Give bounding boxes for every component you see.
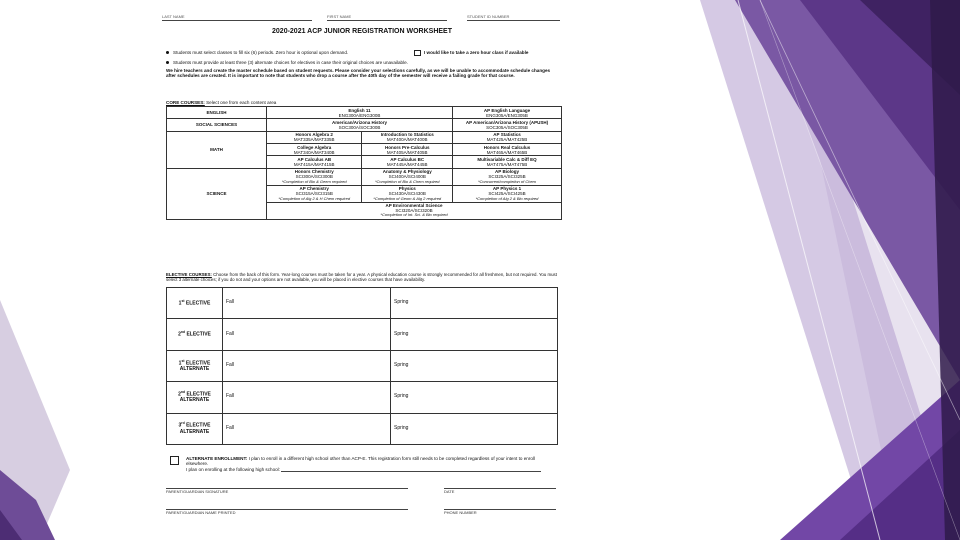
course-cell[interactable] (267, 156, 362, 168)
course-cell[interactable] (453, 107, 562, 119)
zero-hour-checkbox[interactable] (414, 50, 421, 56)
table-row (167, 350, 558, 381)
course-code: SCI300A/SCI300B (295, 174, 333, 180)
course-cell[interactable] (362, 156, 453, 168)
table-row (167, 319, 558, 350)
course-cell[interactable] (362, 185, 453, 202)
course-name: Multivariable Calc & Diff EQ (477, 156, 537, 162)
bullet-text: Students must select classes to fill six (6) periods. Zero hour is optional upon demand. (173, 50, 349, 55)
registration-worksheet (162, 10, 562, 538)
course-code: SCI325A/SCI325B (488, 174, 526, 180)
course-name: AP English Language (483, 107, 531, 113)
course-code: SCI320A/SCI320B (395, 208, 433, 214)
elective-courses-instruction: Choose from the back of this form. Year-long courses must be taken for a year. A physical education course is strongly recommended for all freshmen, but not required. You must select 3 alternate choices; if you do not and your options are not available, you will be placed in elective courses that have availability. (166, 272, 557, 283)
worksheet-title: 2020-2021 ACP JUNIOR REGISTRATION WORKSHEET (272, 28, 452, 35)
course-code: SOC300A/SOC300B (338, 125, 381, 131)
alternate-school-label: I plan on enrolling at the following high school: (186, 466, 280, 472)
course-cell[interactable] (453, 156, 562, 168)
course-name: English 11 (348, 107, 371, 113)
course-name: Honors Chemistry (294, 169, 334, 175)
last-name-field[interactable]: LAST NAME (162, 14, 312, 21)
course-name: American/Arizona History (331, 119, 387, 125)
zero-hour-option[interactable] (414, 50, 528, 56)
course-code: MAT445A/MAT445B (386, 162, 428, 168)
table-row (167, 107, 562, 119)
schedule-notice: We hire teachers and create the master schedule based on student requests. Please consider your selections carefully, as we will be unable to accommodate schedule changes after schedules are created. It is important to note that students who drop a course after the 40th day of the semester will receive a failing grade for that course. (166, 68, 551, 79)
course-code: MAT340A/MAT340B (293, 149, 335, 155)
fall-field[interactable]: Fall (223, 319, 391, 350)
course-cell[interactable] (453, 119, 562, 131)
phone-number-field[interactable]: PHONE NUMBER (444, 509, 556, 516)
alternate-school-field[interactable] (281, 467, 541, 472)
elective-courses-heading: ELECTIVE COURSES: (166, 272, 212, 277)
course-name: Honors Algebra 2 (295, 132, 333, 138)
alternate-enrollment-description: I plan to enroll in a different high school other than ACP-E. This registration form still needs to be completed regardless of your intent to enroll elsewhere. (186, 456, 535, 467)
course-name: AP Statistics (493, 132, 521, 138)
elective-courses-label (166, 272, 558, 282)
course-cell[interactable] (267, 144, 362, 156)
course-code: MAT425A/MAT425B (486, 137, 528, 143)
course-cell[interactable] (453, 168, 562, 185)
course-cell[interactable] (453, 185, 562, 202)
spring-field[interactable]: Spring (391, 413, 558, 444)
course-note: *Concurrent/completion of Chem (477, 178, 537, 184)
core-courses-heading: CORE COURSES: (166, 100, 205, 105)
course-note: *Completion of Bio & Chem required (374, 178, 440, 184)
subject-social-sciences: SOCIAL SCIENCES (167, 119, 267, 131)
course-name: Honors Pre-Calculus (384, 144, 430, 150)
course-note: *Completion of Alg 2 & Bio required (475, 195, 539, 201)
course-name: AP Environmental Science (385, 203, 443, 209)
fall-field[interactable]: Fall (223, 350, 391, 381)
table-row (167, 119, 562, 131)
course-note: *Completion of Int. Sci. & Bio required (380, 212, 448, 218)
first-name-field[interactable]: FIRST NAME (327, 14, 447, 21)
course-name: AP Calculus AB (297, 156, 332, 162)
alternate-enrollment-checkbox[interactable] (170, 456, 179, 465)
course-name: College Algebra (297, 144, 332, 150)
elective-label-2: 2nd ELECTIVE (167, 319, 223, 350)
course-cell[interactable] (362, 131, 453, 143)
course-code: SCI425A/SCI425B (488, 191, 526, 197)
table-row (167, 382, 558, 413)
alternate-enrollment-heading: ALTERNATE ENROLLMENT: (186, 456, 248, 461)
elective-alternate-label-1: 1st ELECTIVE ALTERNATE (167, 350, 223, 381)
bullet-icon (166, 61, 169, 64)
course-cell[interactable] (362, 168, 453, 185)
core-courses-table (166, 106, 562, 220)
table-row (167, 288, 558, 319)
table-row (167, 131, 562, 143)
course-cell[interactable] (267, 202, 562, 219)
fall-field[interactable]: Fall (223, 382, 391, 413)
zero-hour-label: I would like to take a zero hour class if available (424, 50, 529, 56)
elective-label-1: 1st ELECTIVE (167, 288, 223, 319)
course-cell[interactable] (267, 168, 362, 185)
subject-english: ENGLISH (167, 107, 267, 119)
course-cell[interactable] (453, 144, 562, 156)
table-row (167, 168, 562, 185)
course-code: MAT465A/MAT465B (486, 149, 528, 155)
spring-field[interactable]: Spring (391, 319, 558, 350)
parent-name-field[interactable]: PARENT/GUARDIAN NAME PRINTED (166, 509, 408, 516)
subject-math: MATH (167, 131, 267, 168)
bullet-periods (166, 50, 406, 55)
course-cell[interactable] (267, 119, 453, 131)
spring-field[interactable]: Spring (391, 350, 558, 381)
course-cell[interactable] (362, 144, 453, 156)
student-name-row (162, 14, 560, 22)
elective-alternate-label-2: 2nd ELECTIVE ALTERNATE (167, 382, 223, 413)
course-name: Anatomy & Physiology (382, 169, 432, 175)
student-id-field[interactable]: STUDENT ID NUMBER (467, 14, 560, 21)
elective-table (166, 287, 558, 445)
course-code: MAT415A/MAT415B (293, 162, 335, 168)
course-code: MAT475A/MAT475B (486, 162, 528, 168)
course-code: SOC305A/SOC305B (486, 125, 528, 131)
course-code: ENG305A/ENG305B (486, 112, 528, 118)
course-name: AP Chemistry (299, 186, 329, 192)
course-name: AP Physics 1 (492, 186, 522, 192)
course-code: ENG300A/ENG300B (338, 112, 381, 118)
course-name: Honors Real Calculus (483, 144, 531, 150)
course-name: AP Calculus BC (390, 156, 425, 162)
fall-field[interactable]: Fall (223, 413, 391, 444)
course-code: MAT400A/MAT400B (386, 137, 428, 143)
bullet-icon (166, 51, 169, 54)
date-field[interactable]: DATE (444, 488, 556, 495)
course-note: *Completion of Bio & Geem required (281, 178, 347, 184)
bullet-text: Students must provide at least three (3) alternate choices for electives in case their original choices are unavailable. (173, 60, 408, 65)
course-cell[interactable] (267, 107, 453, 119)
course-name: Introduction to Statistics (380, 132, 434, 138)
course-code: MAT335A/MAT335B (293, 137, 335, 143)
table-row (167, 413, 558, 444)
course-note: *Completion of Alg 2 & H Chem required (278, 195, 351, 201)
course-code: SCI430A/SCI430B (388, 191, 426, 197)
course-cell[interactable] (267, 185, 362, 202)
subject-science: SCIENCE (167, 168, 267, 219)
alternate-enrollment-text (186, 456, 556, 472)
core-courses-instruction: Select one from each content area (204, 100, 277, 105)
course-code: SCI315A/SCI315B (295, 191, 333, 197)
course-code: SCI400A/SCI400B (388, 174, 426, 180)
bullet-alternates (166, 60, 558, 65)
parent-signature-field[interactable]: PARENT/GUARDIAN SIGNATURE (166, 488, 408, 495)
course-cell[interactable] (453, 131, 562, 143)
spring-field[interactable]: Spring (391, 288, 558, 319)
course-name: AP American/Arizona History (APUSH) (465, 119, 549, 125)
spring-field[interactable]: Spring (391, 382, 558, 413)
fall-field[interactable]: Fall (223, 288, 391, 319)
elective-alternate-label-3: 3rd ELECTIVE ALTERNATE (167, 413, 223, 444)
course-note: *Completion of Geom & Alg 2 required (373, 195, 442, 201)
course-code: MAT405A/MAT405B (386, 149, 428, 155)
core-courses-label (166, 100, 276, 105)
course-cell[interactable] (267, 131, 362, 143)
course-name: Physics (398, 186, 416, 192)
course-name: AP Biology (495, 169, 519, 175)
